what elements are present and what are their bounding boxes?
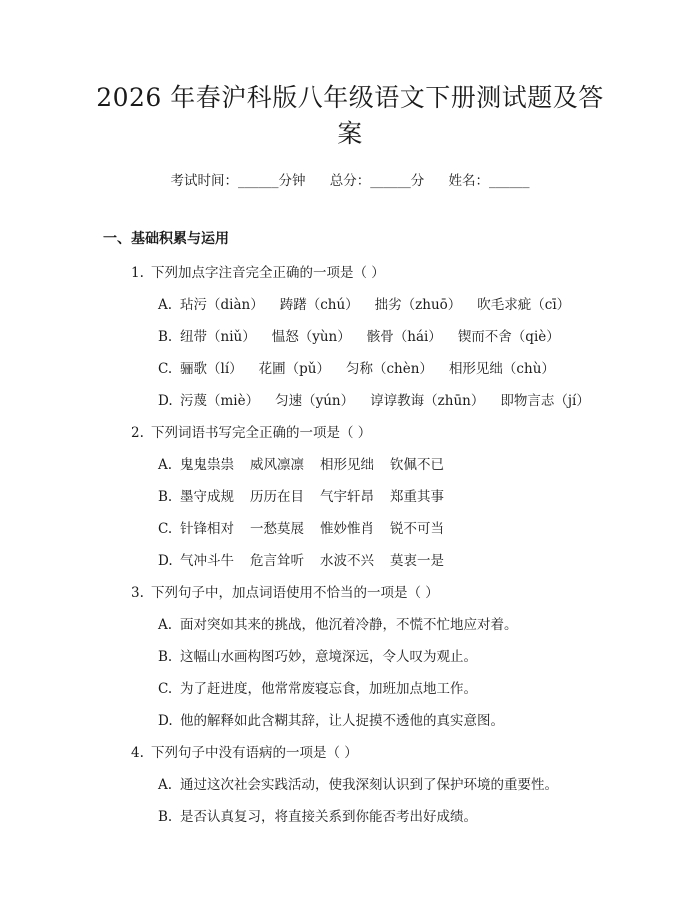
option-item: 莫衷一是: [390, 553, 444, 569]
option-row: [158, 645, 477, 665]
option-item: 惟妙惟肖: [320, 521, 374, 537]
section-heading: 一、基础积累与运用: [103, 231, 229, 247]
option-text: 通过这次社会实践活动，使我深刻认识到了保护环境的重要性。: [180, 777, 558, 793]
option-row: [158, 325, 576, 345]
option-letter: A.: [158, 457, 173, 473]
option-item: 花圃（pǔ）: [258, 361, 330, 377]
question-text: 下列句子中没有语病的一项是（ ）: [151, 745, 358, 761]
option-item: 玷污（diàn）: [180, 297, 264, 313]
question-text: 下列句子中，加点词语使用不恰当的一项是（ ）: [151, 585, 439, 601]
option-text: 他的解释如此含糊其辞，让人捉摸不透他的真实意图。: [180, 713, 504, 729]
option-letter: B.: [158, 809, 173, 825]
option-row: [158, 677, 477, 697]
option-item: 踌躇（chú）: [279, 297, 359, 313]
option-letter: C.: [158, 361, 173, 377]
option-item: 骊歌（lí）: [180, 361, 243, 377]
option-row: [158, 389, 606, 409]
option-letter: D.: [158, 553, 173, 569]
option-text: 这幅山水画构图巧妙，意境深远，令人叹为观止。: [180, 649, 477, 665]
total-score-field: 总分：______分: [329, 173, 425, 189]
option-text: 面对突如其来的挑战，他沉着冷静，不慌不忙地应对着。: [180, 617, 518, 633]
student-name-field: 姓名：______: [448, 173, 530, 189]
option-row: [158, 453, 460, 473]
option-item: 愠怒（yùn）: [271, 329, 351, 345]
option-item: 气冲斗牛: [180, 553, 234, 569]
option-letter: B.: [158, 649, 173, 665]
option-item: 拙劣（zhuō）: [374, 297, 462, 313]
title-line-1: 2026 年春沪科版八年级语文下册测试题及答: [96, 83, 604, 112]
exam-time-field: 考试时间：______分钟: [170, 173, 306, 189]
option-item: 锲而不舍（qiè）: [457, 329, 560, 345]
option-row: [158, 485, 460, 505]
option-letter: B.: [158, 329, 173, 345]
question-number: 2.: [131, 425, 144, 441]
option-letter: A.: [158, 617, 173, 633]
option-item: 相形见绌（chù）: [448, 361, 555, 377]
question-number: 1.: [131, 265, 144, 281]
question-stem: [131, 421, 371, 441]
option-item: 纽带（niǔ）: [180, 329, 256, 345]
question-number: 3.: [131, 585, 144, 601]
option-item: 郑重其事: [390, 489, 444, 505]
option-item: 气宇轩昂: [320, 489, 374, 505]
option-item: 污蔑（miè）: [180, 393, 260, 409]
option-letter: A.: [158, 297, 173, 313]
option-item: 匀速（yún）: [275, 393, 355, 409]
option-item: 锐不可当: [390, 521, 444, 537]
option-text: 为了赶进度，他常常废寝忘食，加班加点地工作。: [180, 681, 477, 697]
option-letter: A.: [158, 777, 173, 793]
option-row: [158, 805, 477, 825]
option-text: 是否认真复习，将直接关系到你能否考出好成绩。: [180, 809, 477, 825]
question-stem: [131, 261, 385, 281]
question-stem: [131, 581, 439, 601]
question-number: 4.: [131, 745, 144, 761]
question-text: 下列词语书写完全正确的一项是（ ）: [151, 425, 372, 441]
option-row: [158, 293, 586, 313]
option-item: 匀称（chèn）: [345, 361, 433, 377]
option-row: [158, 773, 558, 793]
page-title: [90, 80, 610, 152]
option-item: 谆谆教诲（zhūn）: [370, 393, 485, 409]
option-item: 一愁莫展: [250, 521, 304, 537]
option-letter: D.: [158, 393, 173, 409]
option-letter: C.: [158, 521, 173, 537]
option-item: 相形见绌: [320, 457, 374, 473]
option-item: 吹毛求疵（cī）: [477, 297, 571, 313]
option-letter: C.: [158, 681, 173, 697]
option-item: 威风凛凛: [250, 457, 304, 473]
option-row: [158, 357, 571, 377]
option-item: 水波不兴: [320, 553, 374, 569]
option-row: [158, 613, 518, 633]
option-row: [158, 709, 504, 729]
option-item: 墨守成规: [180, 489, 234, 505]
option-row: [158, 549, 460, 569]
title-line-2: 案: [337, 119, 363, 148]
option-item: 骸骨（hái）: [366, 329, 442, 345]
option-item: 历历在目: [250, 489, 304, 505]
option-item: 针锋相对: [180, 521, 234, 537]
option-letter: D.: [158, 713, 173, 729]
option-item: 即物言志（jí）: [500, 393, 590, 409]
option-letter: B.: [158, 489, 173, 505]
option-item: 鬼鬼祟祟: [180, 457, 234, 473]
exam-meta: [0, 169, 700, 189]
option-item: 危言耸听: [250, 553, 304, 569]
option-row: [158, 517, 460, 537]
question-stem: [131, 741, 358, 761]
option-item: 钦佩不已: [390, 457, 444, 473]
question-text: 下列加点字注音完全正确的一项是（ ）: [151, 265, 385, 281]
